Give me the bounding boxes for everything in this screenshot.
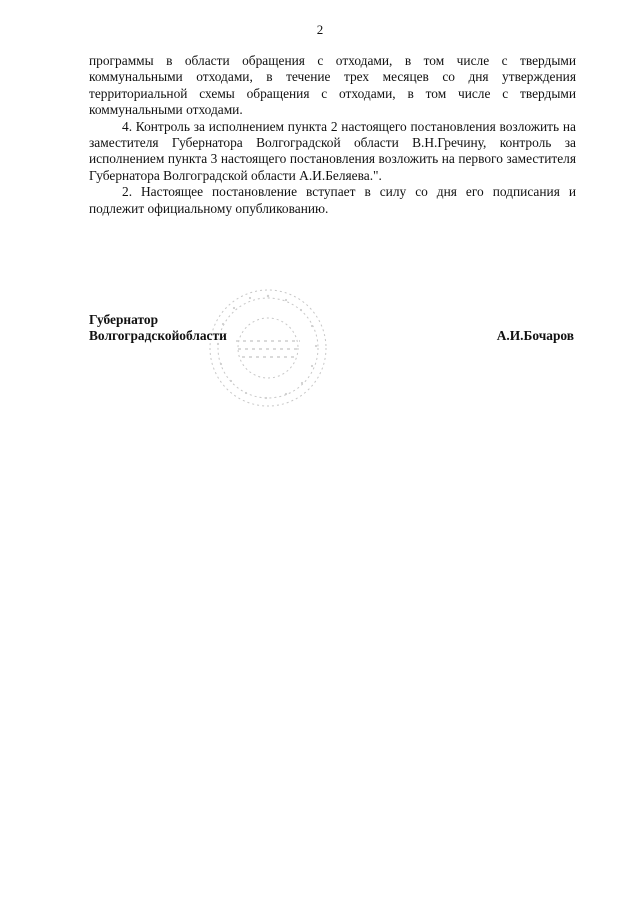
paragraph-continuation: программы в области обращения с отходами, в том числе с твердыми коммунальными отходами, в течение трех месяцев со дня утверждения территориальной схемы обращения с отходами, в том числе с твердыми коммунальными отходами. <box>89 53 576 118</box>
page-number: 2 <box>316 22 324 37</box>
paragraph-item-2: 2. Настоящее постановление вступает в силу со дня его подписания и подлежит официальному опубликованию. <box>89 184 576 216</box>
signature-region: Волгоградскойобласти <box>89 328 227 343</box>
official-seal-stamp <box>206 286 330 410</box>
signatory-name: А.И.Бочаров <box>496 328 574 343</box>
document-body <box>89 53 576 217</box>
paragraph-item-4: 4. Контроль за исполнением пункта 2 настоящего постановления возложить на заместителя Губернатора Волгоградской области В.Н.Гречину, контроль за исполнением пункта 3 настоящего постановления возложить на первого заместителя Губернатора Волгоградской области А.И.Беляева.". <box>89 118 576 183</box>
signature-position-block <box>89 312 227 344</box>
signature-title: Губернатор <box>89 312 159 327</box>
